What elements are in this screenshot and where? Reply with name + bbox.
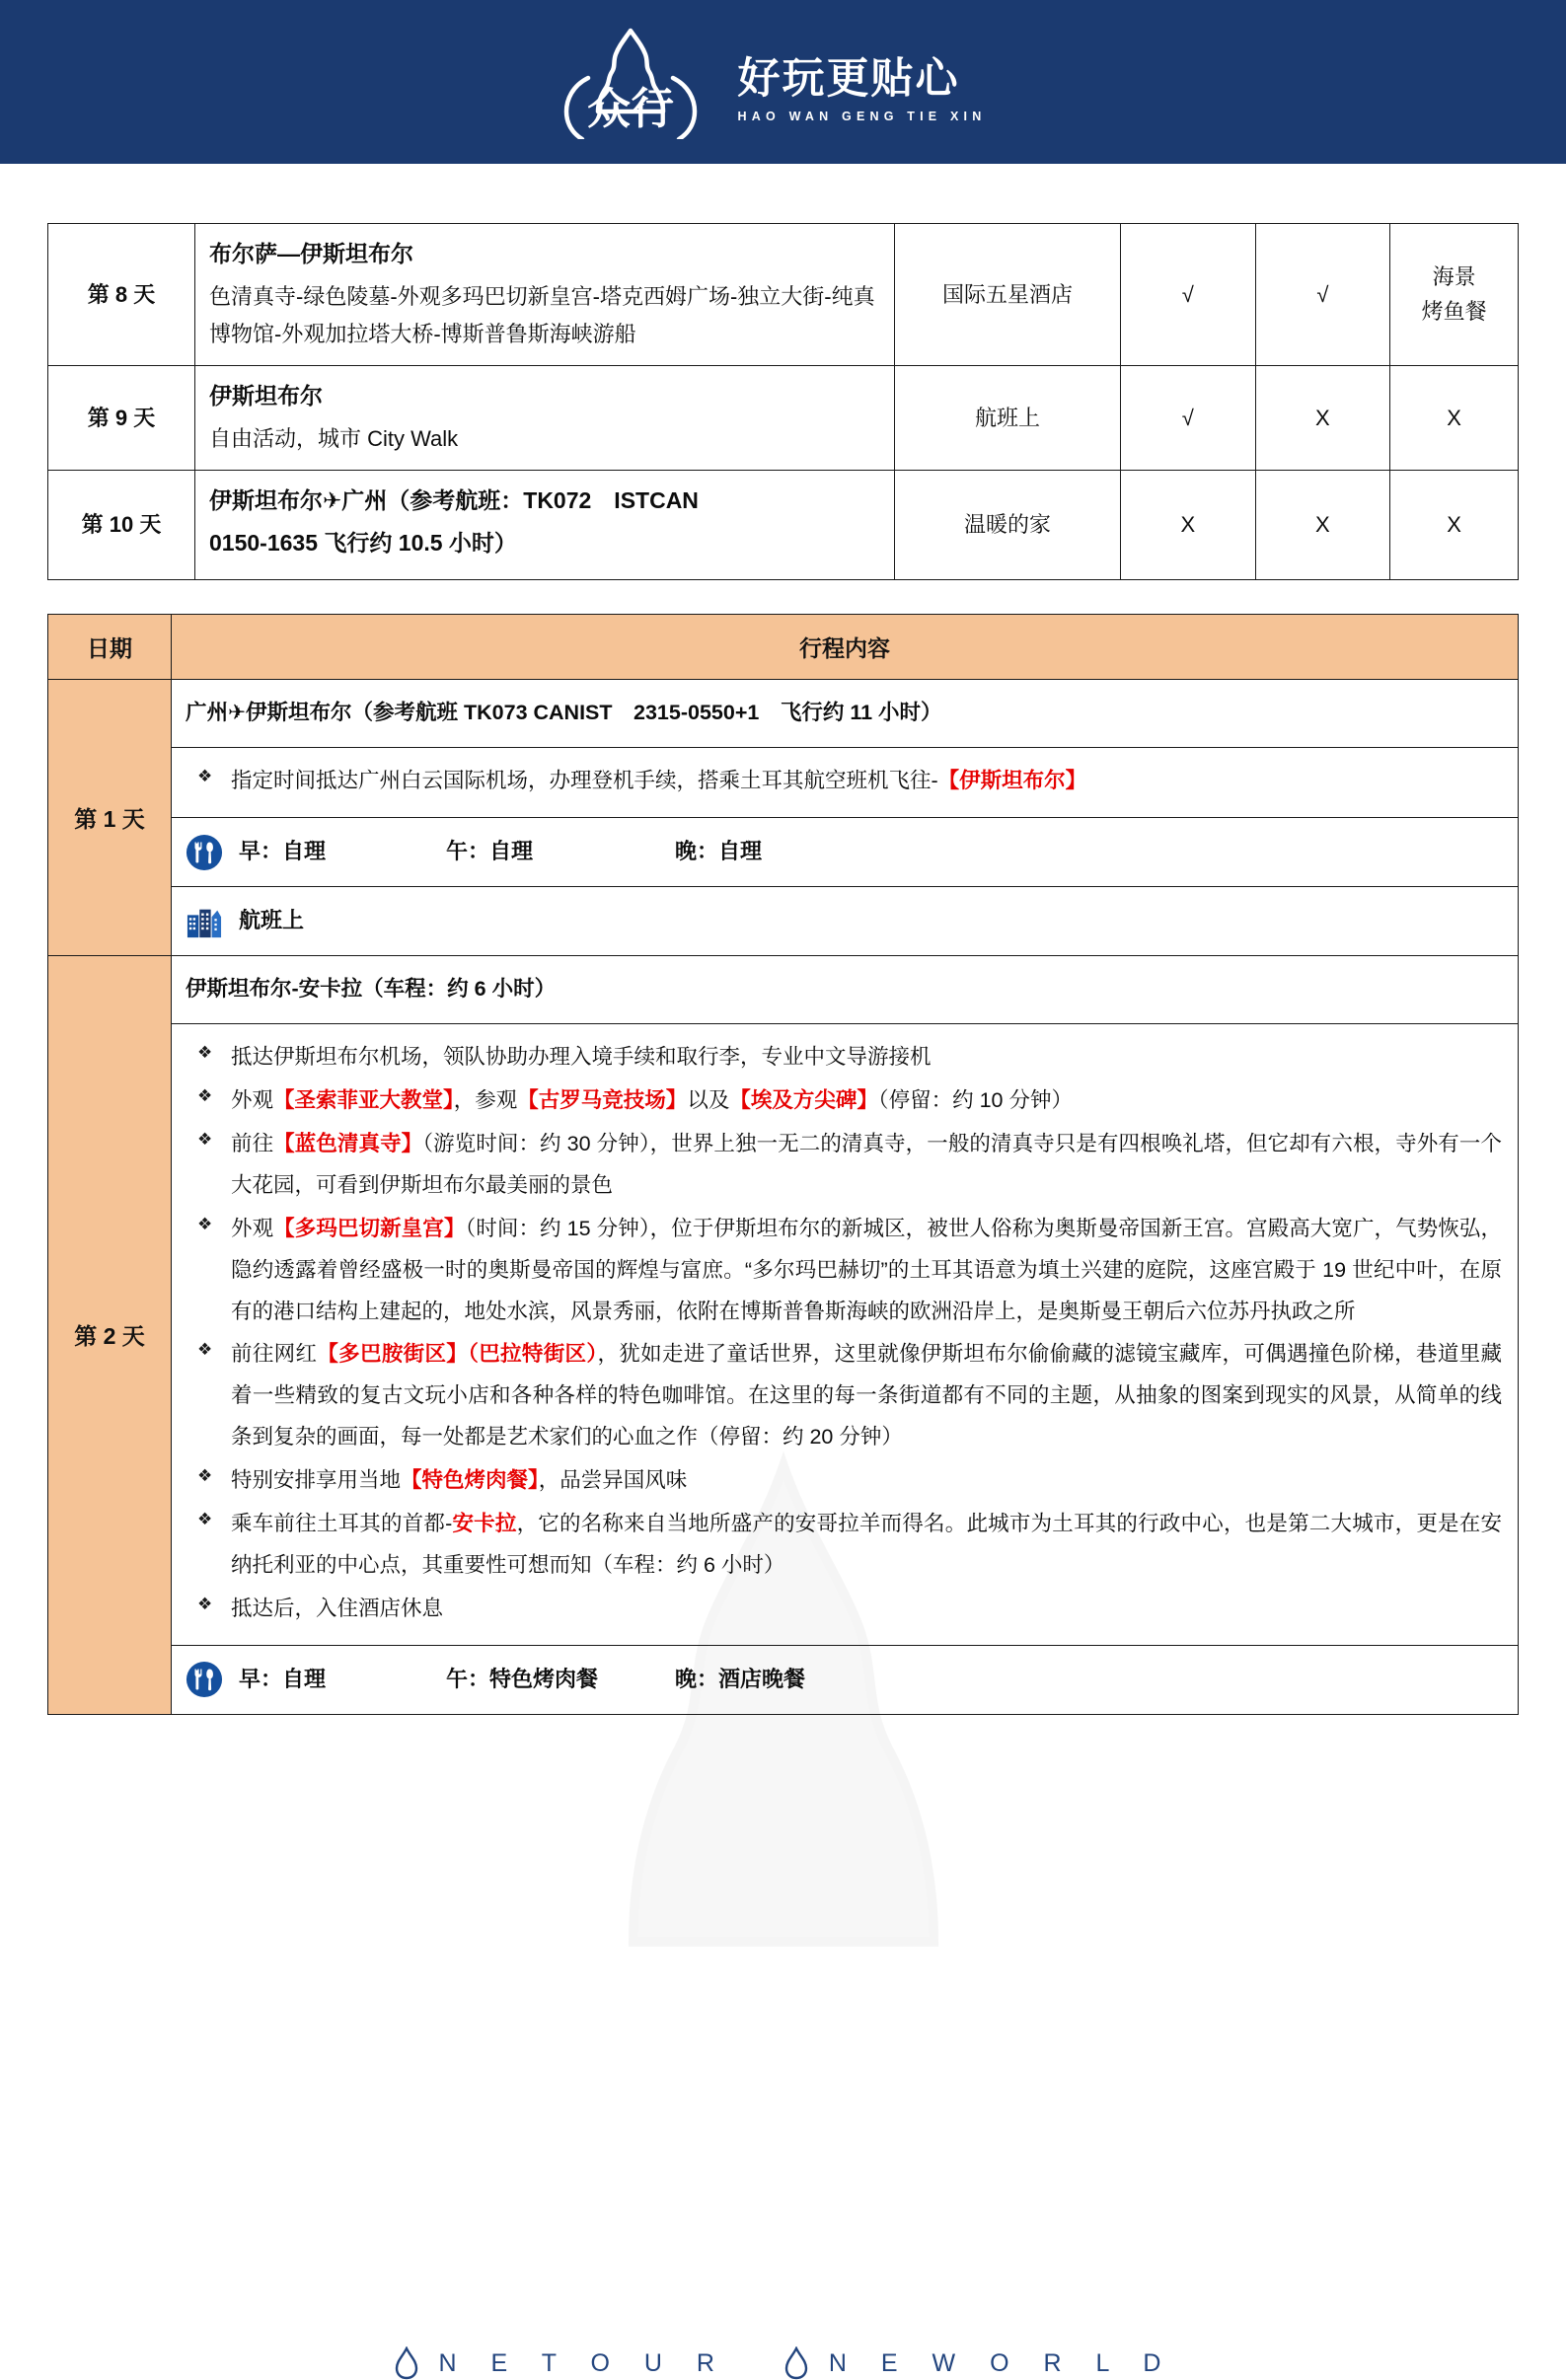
day-label: 第 9 天 — [48, 365, 195, 470]
plain-text: 外观 — [231, 1087, 274, 1112]
activity-list-cell — [172, 1024, 1518, 1646]
day-content-cell — [172, 956, 1519, 1715]
list-item — [186, 761, 1502, 802]
meal-lunch: 午：特色烤肉餐 — [446, 1666, 599, 1691]
meal-dinner-cell: X — [1390, 470, 1519, 580]
meal-dinner: 晚：酒店晚餐 — [675, 1666, 806, 1691]
hotel-cell: 国际五星酒店 — [894, 224, 1120, 366]
plain-text: 抵达伊斯坦布尔机场，领队协助办理入境手续和取行李，专业中文导游接机 — [231, 1045, 932, 1070]
highlight-text: 【多玛巴切新皇宫】 — [273, 1216, 466, 1240]
table-row — [48, 365, 1519, 470]
meal-lunch-cell: X — [1255, 470, 1390, 580]
meal-breakfast: 早：自理 — [239, 1666, 327, 1691]
meal-lunch-cell: √ — [1255, 224, 1390, 366]
route-title: 布尔萨—伊斯坦布尔 — [209, 241, 413, 266]
day-label: 第 2 天 — [48, 956, 172, 1715]
meal-breakfast-cell: √ — [1121, 365, 1256, 470]
highlight-text: 【圣索菲亚大教堂】 — [273, 1087, 454, 1112]
meal-dinner: 晚：自理 — [675, 839, 763, 864]
plain-text: （时间：约 15 分钟），位于伊斯坦布尔的新城区，被世人俗称为奥斯曼帝国新王宫。宫殿高大宽广，气势恢弘，隐约透露着曾经盛极一时的奥斯曼帝国的辉煌与富庶。“多尔玛巴赫切”的土耳其语意为填土兴建的庭院，这座宫殿于 19 世纪中叶，在原有的港口结构上建起的，地处水滨，风景秀丽，依附在博斯普鲁斯海峡的欧洲沿岸上，是奥斯曼王朝后六位苏丹执政之所 — [231, 1216, 1502, 1323]
plain-text: 前往 — [231, 1131, 274, 1155]
footer-netour — [392, 2346, 728, 2380]
column-header-content: 行程内容 — [172, 615, 1519, 680]
schedule-table — [47, 223, 1519, 580]
itinerary-day-row — [48, 956, 1519, 1715]
plain-text: ，它的名称来自当地所盛产的安哥拉羊而得名。此城市为土耳其的行政中心，也是第二大城市，更是在安纳托利亚的中心点，其重要性可想而知（车程：约 6 小时） — [231, 1512, 1502, 1578]
route-body: 0150-1635 飞行约 10.5 小时） — [209, 530, 517, 557]
hotel-cell: 温暖的家 — [894, 470, 1120, 580]
plain-text: ，犹如走进了童话世界，这里就像伊斯坦布尔偷偷藏的滤镜宝藏库，可偶遇撞色阶梯，巷道里藏着一些精致的复古文玩小店和各种各样的特色咖啡馆。在这里的每一条街道都有不同的主题，从抽象的图案到现实的风景，从简单的线条到复杂的画面，每一处都是艺术家们的心血之作（停留：约 20 分钟） — [231, 1342, 1502, 1450]
plain-text: 抵达后，入住酒店休息 — [231, 1597, 444, 1621]
footer-neworld — [782, 2346, 1175, 2380]
plain-text: 特别安排享用当地 — [231, 1468, 402, 1493]
brand-logo — [537, 25, 987, 139]
route-cell — [195, 470, 895, 580]
route-title: 伊斯坦布尔✈广州（参考航班：TK072 ISTCAN — [209, 486, 699, 513]
table-row — [48, 470, 1519, 580]
meal-icon — [186, 1661, 223, 1698]
day-label: 第 8 天 — [48, 224, 195, 366]
hotel-cell: 航班上 — [894, 365, 1120, 470]
day-content-cell — [172, 680, 1519, 956]
plain-text: 以及 — [687, 1087, 730, 1112]
meal-dinner-line1: 海景 — [1432, 263, 1476, 289]
day-label: 第 1 天 — [48, 680, 172, 956]
route-title: 伊斯坦布尔 — [209, 382, 323, 409]
itinerary-header-row — [48, 615, 1519, 680]
segment-title: 广州✈伊斯坦布尔（参考航班 TK073 CANIST 2315-0550+1 飞行约 11 小时） — [172, 680, 1518, 747]
highlight-text: 【埃及方尖碑】 — [729, 1087, 878, 1112]
droplet-icon — [392, 2346, 421, 2380]
list-item — [186, 1037, 1502, 1078]
meal-dinner-cell: X — [1390, 365, 1519, 470]
segment-title: 伊斯坦布尔-安卡拉（车程：约 6 小时） — [172, 956, 1518, 1023]
table-row — [48, 224, 1519, 366]
meal-lunch-cell: X — [1255, 365, 1390, 470]
meal-lunch: 午：自理 — [446, 839, 534, 864]
footer-netour-text: N E T O U R — [438, 2348, 728, 2377]
activity-list — [186, 1037, 1502, 1630]
plain-text: （游览时间：约 30 分钟），世界上独一无二的清真寺，一般的清真寺只是有四根唤礼塔，但它却有六根，寺外有一个大花园，可看到伊斯坦布尔最美丽的景色 — [231, 1131, 1502, 1197]
list-item — [186, 1080, 1502, 1122]
list-item — [186, 1124, 1502, 1207]
column-header-date: 日期 — [48, 615, 172, 680]
document-body — [0, 223, 1566, 2377]
activity-list — [186, 761, 1502, 802]
plain-text: 前往网红 — [231, 1342, 318, 1367]
meal-breakfast: 早：自理 — [239, 839, 327, 864]
hotel-row-cell — [172, 887, 1518, 955]
route-body: 自由活动，城市 City Walk — [209, 426, 459, 452]
activity-list-cell — [172, 748, 1518, 818]
svg-text:众行: 众行 — [586, 85, 674, 133]
plain-text: 指定时间抵达广州白云国际机场，办理登机手续，搭乘土耳其航空班机飞往- — [231, 769, 938, 793]
meal-icon — [186, 834, 223, 871]
meal-breakfast-cell: X — [1121, 470, 1256, 580]
highlight-text: 【多巴胺街区】（巴拉特街区） — [317, 1342, 598, 1367]
highlight-text: 【特色烤肉餐】 — [401, 1468, 539, 1493]
route-cell — [195, 224, 895, 366]
route-body: 色清真寺-绿色陵墓-外观多玛巴切新皇宫-塔克西姆广场-独立大街-纯真博物馆-外观加拉塔大桥-博斯普鲁斯海峡游船 — [209, 284, 875, 347]
plain-text: ，品尝异国风味 — [538, 1468, 688, 1493]
plain-text: 乘车前往土耳其的首都- — [231, 1512, 453, 1536]
route-cell — [195, 365, 895, 470]
page-footer — [0, 2346, 1566, 2380]
zhongxing-logo-icon — [537, 25, 724, 139]
meal-dinner-line2: 烤鱼餐 — [1421, 299, 1487, 325]
brand-slogan: 好玩更贴心 — [737, 54, 960, 103]
list-item — [186, 1589, 1502, 1630]
list-item — [186, 1460, 1502, 1502]
meal-row-cell — [172, 818, 1518, 887]
meal-breakfast-cell: √ — [1121, 224, 1256, 366]
highlight-text: 安卡拉 — [452, 1512, 517, 1536]
page-header-banner — [0, 0, 1566, 164]
meal-dinner-cell — [1390, 224, 1519, 366]
brand-slogan-pinyin: HAO WAN GENG TIE XIN — [737, 110, 987, 123]
footer-neworld-text: N E W O R L D — [828, 2348, 1175, 2377]
highlight-text: 【古罗马竞技场】 — [517, 1087, 688, 1112]
list-item — [186, 1504, 1502, 1587]
itinerary-day-row — [48, 680, 1519, 956]
plain-text: 外观 — [231, 1216, 274, 1240]
day-label: 第 10 天 — [48, 470, 195, 580]
itinerary-table — [47, 614, 1519, 1714]
plain-text: ，参观 — [453, 1087, 518, 1112]
plain-text: （停留：约 10 分钟） — [877, 1087, 1073, 1112]
list-item — [186, 1334, 1502, 1458]
highlight-text: 【伊斯坦布尔】 — [937, 769, 1087, 793]
meal-row-cell — [172, 1645, 1518, 1713]
droplet-icon — [782, 2346, 811, 2380]
highlight-text: 【蓝色清真寺】 — [273, 1131, 423, 1155]
hotel-icon — [186, 904, 223, 939]
list-item — [186, 1209, 1502, 1333]
hotel-name: 航班上 — [239, 908, 305, 933]
